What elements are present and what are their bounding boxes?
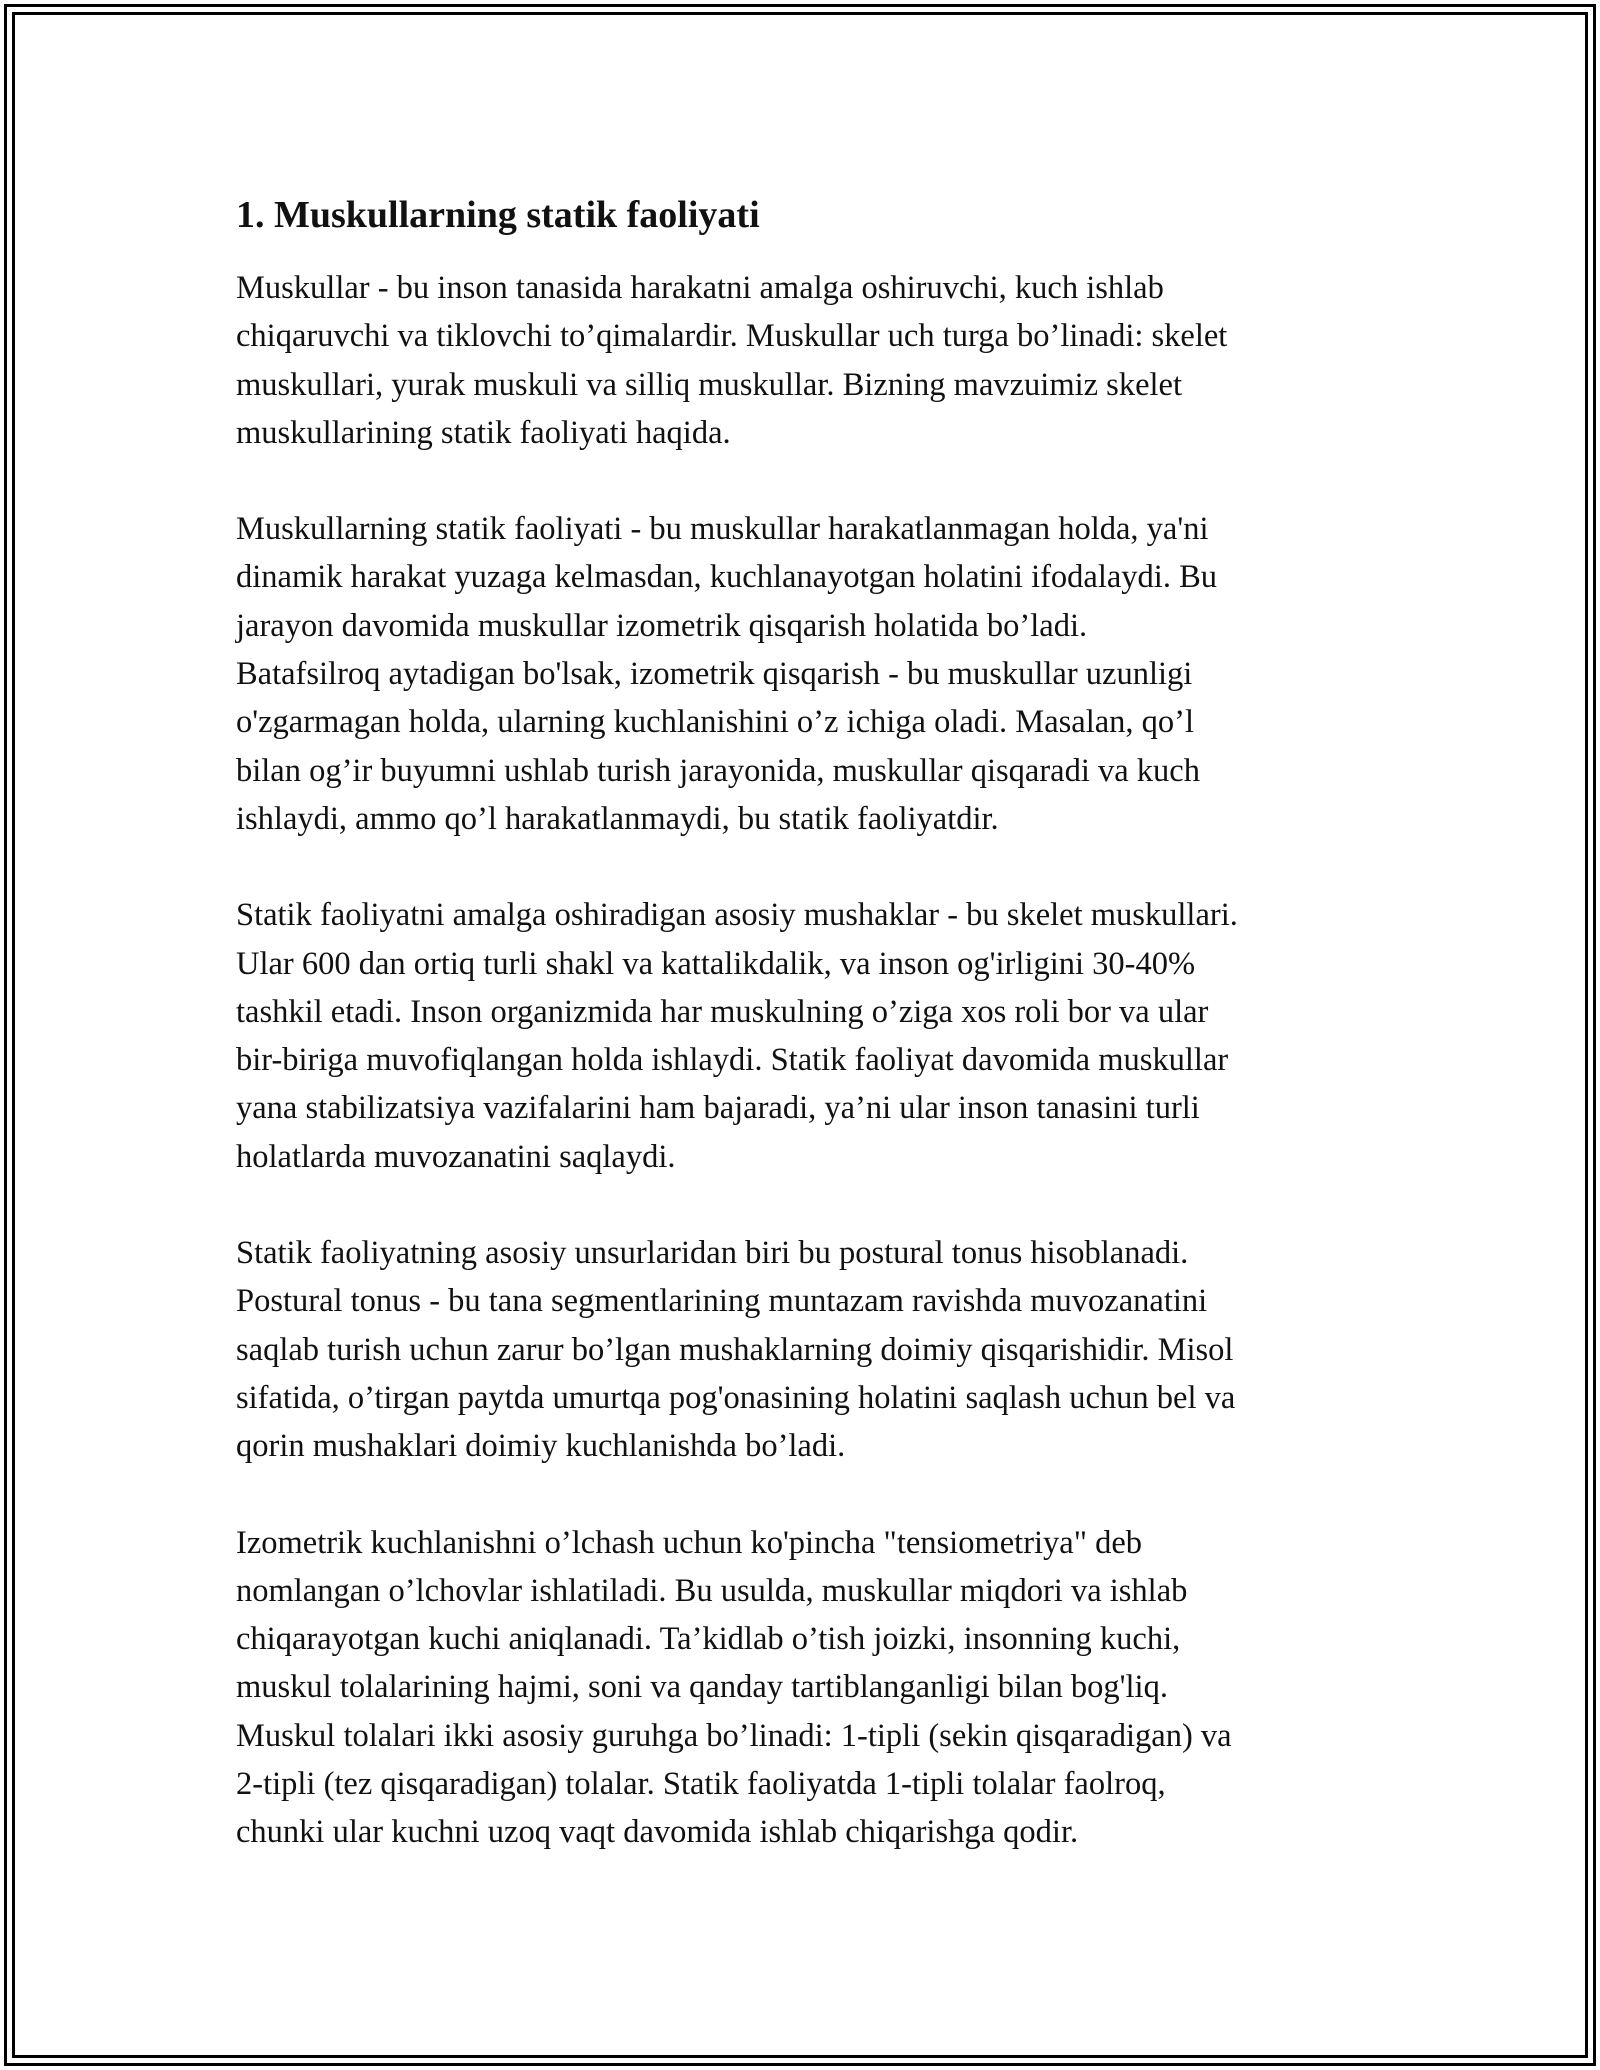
paragraph-static-activity: Muskullarning statik faoliyati - bu muskullar harakatlanmagan holda, ya'ni dinamik harakat yuzaga kelmasdan, kuchlanayotgan holatini ifodalaydi. Bu jarayon davomida muskullar izometrik qisqarish holatida bo’ladi. Batafsilroq aytadigan bo'lsak, izometrik qisqarish - bu muskullar uzunligi o'zgarmagan holda, ularning kuchlanishini o’z ichiga oladi. Masalan, qo’l bilan og’ir buyumni ushlab turish jarayonida, muskullar qisqaradi va kuch ishlaydi, ammo qo’l harakatlanmaydi, bu statik faoliyatdir.: [236, 511, 1218, 837]
document-title: 1. Muskullarning statik faoliyati: [236, 194, 760, 236]
paragraph-isometric-measurement: Izometrik kuchlanishni o’lchash uchun ko'pincha "tensiometriya" deb nomlangan o’lchovlar ishlatiladi. Bu usulda, muskullar miqdori va ishlab chiqarayotgan kuchi aniqlanadi. Ta’kidlab o’tish joizki, insonning kuchi, muskul tolalarining hajmi, soni va qanday tartiblanganligi bilan bog'liq. Muskul tolalari ikki asosiy guruhga bo’linadi: 1-tipli (sekin qisqaradigan) va 2-tipli (tez qisqaradigan) tolalar. Statik faoliyatda 1-tipli tolalar faolroq, chunki ular kuchni uzoq vaqt davomida ishlab chiqarishga qodir.: [236, 1524, 1232, 1851]
paragraph-postural-tonus: Statik faoliyatning asosiy unsurlaridan biri bu postural tonus hisoblanadi. Postural tonus - bu tana segmentlarining muntazam ravishda muvozanatini saqlab turish uchun zarur bo’lgan mushaklarning doimiy qisqarishidir. Misol sifatida, o’tirgan paytda umurtqa pog'onasining holatini saqlash uchun bel va qorin mushaklari doimiy kuchlanishda bo’ladi.: [236, 1235, 1236, 1465]
paragraph-intro: Muskullar - bu inson tanasida harakatni amalga oshiruvchi, kuch ishlab chiqaruvchi va tiklovchi to’qimalardir. Muskullar uch turga bo’linadi: skelet muskullari, yurak muskuli va silliq muskullar. Bizning mavzuimiz skelet muskullarining statik faoliyati haqida.: [236, 270, 1228, 451]
document-body: [236, 188, 1396, 1905]
paragraph-skeletal-muscles: Statik faoliyatni amalga oshiradigan asosiy mushaklar - bu skelet muskullari. Ular 600 dan ortiq turli shakl va kattalikdalik, va inson og'irligini 30-40% tashkil etadi. Inson organizmida har muskulning o’ziga xos roli bor va ular bir-biriga muvofiqlangan holda ishlaydi. Statik faoliyat davomida muskullar yana stabilizatsiya vazifalarini ham bajaradi, ya’ni ular inson tanasini turli holatlarda muvozanatini saqlaydi.: [236, 897, 1238, 1175]
